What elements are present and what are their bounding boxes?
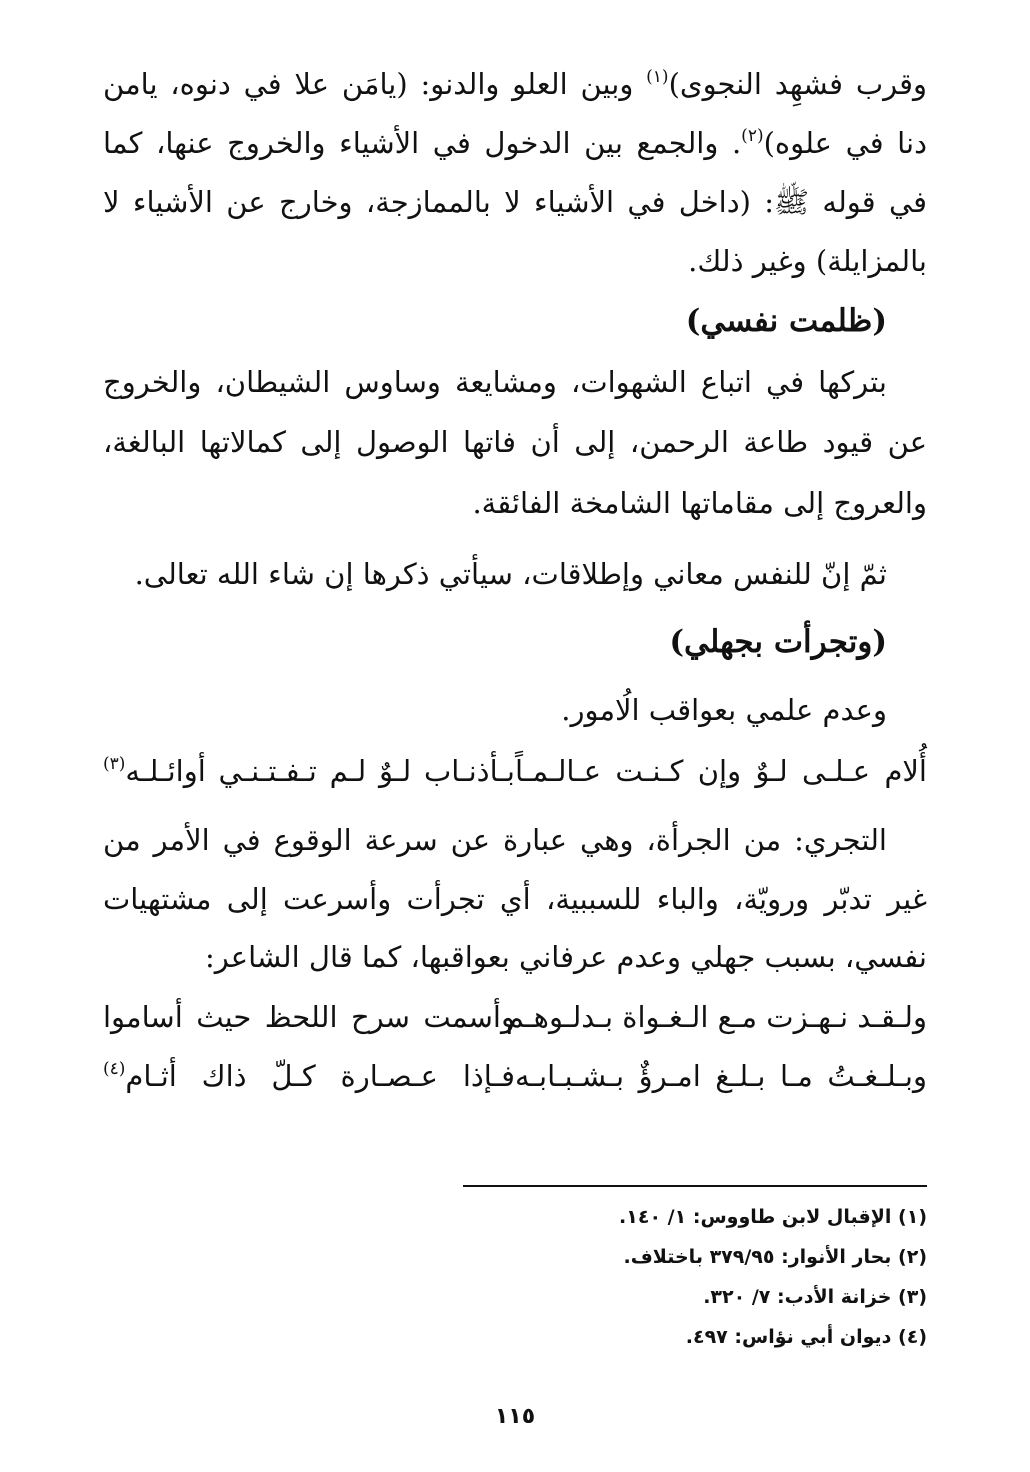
footnote-ref-2: (٢): [741, 126, 764, 146]
paragraph-1-line-1: [103, 62, 927, 106]
text-segment: . والجمع بين الدخول في الأشياء والخروج عنها، كما: [103, 126, 742, 160]
text-segment: فـإذا عـصـارة كـلّ ذاك أثـام: [125, 1059, 515, 1093]
footnote-3: (٣) خزانة الأدب: ٧/ ٣٢٠.: [703, 1286, 927, 1308]
paragraph-3: ثمّ إنّ للنفس معاني وإطلاقات، سيأتي ذكرها إن شاء الله تعالى.: [134, 557, 887, 591]
paragraph-1-line-3: في قوله ﷺ: (داخل في الأشياء لا بالممازجة، وخارج عن الأشياء لا: [103, 185, 927, 219]
text-segment: وبين العلو والدنو: (يامَن علا في دنوه، يامن: [103, 67, 647, 101]
footnote-1: (١) الإقبال لابن طاووس: ١/ ١٤٠.: [619, 1206, 927, 1228]
footnote-separator: [463, 1185, 927, 1187]
paragraph-1-line-2: [103, 121, 927, 165]
paragraph-5-line-3: نفسي، بسبب جهلي وعدم عرفاني بعواقبها، كما قال الشاعر:: [205, 940, 927, 974]
text-segment: وقرب فشهِد النجوى): [668, 67, 927, 101]
section-heading-tajarra-tu: (وتجرأت بجهلي): [669, 624, 887, 660]
footnote-4: (٤) ديوان أبي نؤاس: ٤٩٧.: [685, 1326, 927, 1348]
paragraph-5-line-2: غير تدبّر ورويّة، والباء للسببية، أي تجرأت وأسرعت إلى مشتهيات: [103, 882, 927, 916]
footnote-2: (٢) بحار الأنوار: ٣٧٩/٩٥ باختلاف.: [623, 1246, 927, 1268]
verse-2-first-hemistich: ولـقـد نـهـزت مـع الـغـواة بـدلـوهـم: [505, 1000, 927, 1034]
text-segment: بـأذنـاب لـوٌ لـم تـفـتـنـي أوائـلـه: [125, 754, 515, 788]
paragraph-4: وعدم علمي بعواقب الُامور.: [561, 693, 887, 727]
footnote-ref-4: (٤): [103, 1059, 126, 1079]
verse-3-first-hemistich: وبـلـغـتُ مـا بـلـغ امـرؤٌ بـشـبـابـه: [515, 1059, 927, 1093]
verse-1-second-hemistich: [103, 749, 515, 793]
footnote-ref-3: (٣): [103, 754, 126, 774]
footnote-ref-1: (١): [646, 67, 669, 87]
paragraph-2-line-1: بتركها في اتباع الشهوات، ومشايعة وساوس الشيطان، والخروج: [103, 365, 887, 399]
text-segment: دنا في علوه): [763, 126, 927, 160]
paragraph-5-line-1: التجري: من الجرأة، وهي عبارة عن سرعة الوقوع في الأمر من: [103, 823, 887, 857]
paragraph-2-line-2: عن قيود طاعة الرحمن، إلى أن فاتها الوصول إلى كمالاتها البالغة،: [103, 425, 927, 459]
paragraph-2-line-3: والعروج إلى مقاماتها الشامخة الفائقة.: [472, 486, 927, 520]
verse-1-first-hemistich: أُلام عـلـى لـوٌ وإن كـنـت عـالـمـاً: [515, 754, 927, 788]
section-heading-zalamtu-nafsi: (ظلمت نفسي): [685, 303, 887, 339]
verse-2-second-hemistich: وأسمت سرح اللحظ حيث أساموا: [103, 1000, 515, 1034]
verse-3-second-hemistich: [103, 1054, 515, 1098]
paragraph-1-line-4: بالمزايلة) وغير ذلك.: [688, 244, 927, 278]
page-number: ١١٥: [494, 1404, 536, 1429]
